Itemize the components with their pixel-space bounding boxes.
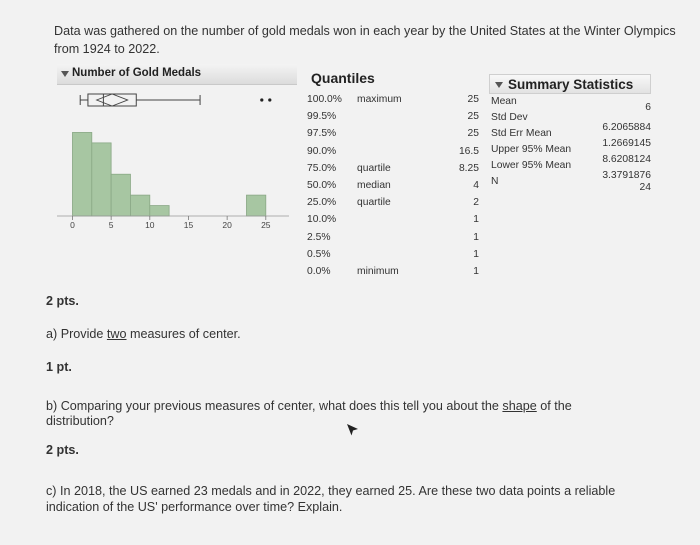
summary-row bbox=[491, 160, 651, 181]
quantile-value: 1 bbox=[473, 214, 479, 226]
x-tick-label: 20 bbox=[222, 220, 232, 230]
histogram-bar bbox=[150, 206, 169, 216]
summary-row bbox=[491, 144, 651, 165]
box-mean-diamond bbox=[97, 94, 128, 106]
question-b-line2: distribution? bbox=[46, 414, 114, 428]
question-b-underlined: shape bbox=[502, 399, 537, 413]
quantiles-row bbox=[307, 249, 479, 266]
box-outlier-point bbox=[260, 98, 263, 101]
question-a-text bbox=[46, 327, 241, 341]
summary-label: Mean bbox=[491, 96, 517, 107]
summary-statistics-panel bbox=[489, 74, 651, 204]
question-c-line1: c) In 2018, the US earned 23 medals and in 2022, they earned 25. Are these two data points a reliable bbox=[46, 484, 616, 498]
quantiles-row bbox=[307, 232, 479, 249]
x-axis-ticks bbox=[70, 216, 271, 230]
quantile-percent: 25.0% bbox=[307, 197, 337, 209]
question-b-text bbox=[46, 399, 686, 413]
summary-label: N bbox=[491, 176, 499, 187]
quantile-value: 4 bbox=[473, 180, 479, 191]
quantile-percent: 0.5% bbox=[307, 248, 331, 260]
quantile-percent: 97.5% bbox=[307, 128, 337, 140]
quantile-value: 25 bbox=[467, 128, 479, 140]
quantile-label: quartile bbox=[357, 162, 391, 174]
quantile-label: median bbox=[357, 180, 391, 191]
quantile-value: 1 bbox=[473, 248, 479, 260]
summary-value: 3.3791876 bbox=[602, 170, 651, 181]
quantiles-row bbox=[307, 146, 479, 163]
quantiles-title: Quantiles bbox=[311, 70, 375, 86]
disclosure-triangle-icon[interactable] bbox=[495, 82, 503, 88]
question-a-suffix: measures of center. bbox=[126, 327, 241, 341]
quantiles-row bbox=[307, 197, 479, 214]
quantiles-row bbox=[307, 214, 479, 231]
quantile-percent: 100.0% bbox=[307, 94, 342, 105]
question-c-line2: indication of the US' performance over time? Explain. bbox=[46, 500, 343, 514]
quantile-percent: 10.0% bbox=[307, 214, 337, 226]
quantiles-row bbox=[307, 163, 479, 180]
histogram-bar bbox=[246, 195, 265, 216]
summary-label: Std Dev bbox=[491, 112, 528, 123]
summary-value: 8.6208124 bbox=[602, 154, 651, 165]
question-a-points: 2 pts. bbox=[46, 294, 79, 308]
summary-label: Lower 95% Mean bbox=[491, 160, 572, 171]
quantile-value: 16.5 bbox=[458, 145, 479, 157]
question-b-points: 1 pt. bbox=[46, 360, 72, 374]
question-a-underlined: two bbox=[106, 327, 127, 341]
quantiles-row bbox=[307, 180, 479, 197]
histogram-title: Number of Gold Medals bbox=[72, 67, 202, 79]
histogram-panel bbox=[57, 64, 297, 242]
histogram-chart bbox=[57, 86, 297, 242]
question-c-points: 2 pts. bbox=[46, 443, 79, 457]
quantile-percent: 99.5% bbox=[307, 111, 337, 123]
summary-value: 24 bbox=[639, 182, 651, 193]
summary-label: Upper 95% Mean bbox=[491, 144, 572, 155]
x-tick-label: 0 bbox=[70, 220, 75, 230]
summary-value: 6 bbox=[645, 102, 651, 113]
quantile-percent: 50.0% bbox=[307, 180, 337, 191]
disclosure-triangle-icon[interactable] bbox=[61, 71, 69, 77]
summary-label: Std Err Mean bbox=[491, 128, 552, 139]
quantile-value: 2 bbox=[473, 197, 479, 209]
question-a-prefix: a) Provide bbox=[46, 327, 107, 341]
histogram-bar bbox=[111, 174, 130, 216]
histogram-bar bbox=[130, 195, 149, 216]
x-tick-label: 5 bbox=[108, 220, 114, 230]
intro-text: Data was gathered on the number of gold medals won in each year by the United States at the Winter Olympics from 1924 to 2022. bbox=[54, 24, 676, 56]
histogram-bars bbox=[72, 132, 265, 216]
question-b-suffix: of the bbox=[536, 399, 572, 413]
quantile-percent: 2.5% bbox=[307, 231, 331, 243]
quantile-percent: 90.0% bbox=[307, 145, 337, 157]
box-iqr bbox=[88, 94, 136, 106]
quantile-label: maximum bbox=[357, 94, 402, 105]
quantiles-panel bbox=[303, 66, 481, 281]
quantile-percent: 75.0% bbox=[307, 162, 337, 174]
x-tick-label: 25 bbox=[261, 220, 271, 230]
x-tick-label: 10 bbox=[145, 220, 155, 230]
quantile-value: 8.25 bbox=[458, 162, 479, 174]
quantile-value: 1 bbox=[473, 231, 479, 243]
quantile-value: 1 bbox=[473, 266, 479, 277]
summary-row bbox=[491, 176, 651, 192]
histogram-bar bbox=[92, 143, 111, 216]
quantiles-row bbox=[307, 111, 479, 128]
quantiles-row bbox=[307, 128, 479, 145]
histogram-header[interactable] bbox=[57, 64, 297, 85]
summary-row bbox=[491, 112, 651, 133]
quantile-percent: 0.0% bbox=[307, 266, 331, 277]
quantile-value: 25 bbox=[467, 111, 479, 123]
histogram-bar bbox=[72, 132, 91, 216]
quantile-value: 25 bbox=[467, 94, 479, 105]
question-b-prefix: b) Comparing your previous measures of center, what does this tell you about the bbox=[46, 399, 503, 413]
summary-value: 1.2669145 bbox=[602, 138, 651, 149]
summary-statistics-title: Summary Statistics bbox=[508, 77, 634, 92]
x-tick-label: 15 bbox=[183, 220, 194, 230]
summary-row bbox=[491, 128, 651, 149]
summary-statistics-header[interactable] bbox=[489, 74, 651, 94]
mouse-cursor-icon bbox=[346, 423, 360, 437]
box-outlier-point bbox=[268, 98, 271, 101]
box-plot bbox=[80, 94, 271, 106]
quantiles-row bbox=[307, 266, 479, 283]
summary-row bbox=[491, 96, 651, 112]
quantile-label: minimum bbox=[357, 266, 399, 277]
summary-value: 6.2065884 bbox=[602, 122, 651, 133]
quantiles-row bbox=[307, 94, 479, 111]
quantile-label: quartile bbox=[357, 197, 391, 209]
